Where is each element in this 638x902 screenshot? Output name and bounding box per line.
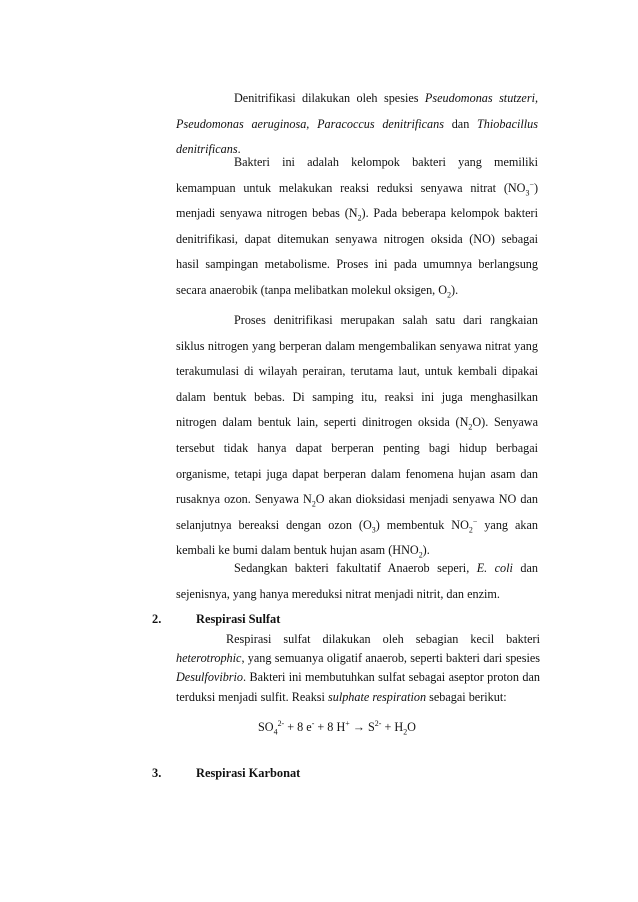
- paragraph-sedangkan: Sedangkan bakteri fakultatif Anaerob seperi, E. coli dan sejenisnya, yang hanya mereduksi nitrat menjadi nitrit, dan enzim.: [176, 561, 538, 601]
- section-number-2: 2.: [152, 612, 162, 626]
- paragraph-proses: Proses denitrifikasi merupakan salah satu dari rangkaian siklus nitrogen yang berperan dalam mengembalikan senyawa nitrat yang terakumulasi di wilayah perairan, terutama laut, untuk kembali dipakai dalam bentuk bebas. Di samping itu, reaksi ini juga menghasilkan nitrogen dalam bentuk lain, seperti dinitrogen oksida $(N_2O)$. Senyawa tersebut tidak hanya dapat berperan penting bagi hidup berbagai organisme, tetapi juga dapat berperan dalam fenomena hujan asam dan rusaknya ozon. Senyawa $N_2O$ akan dioksidasi menjadi senyawa NO dan selanjutnya bereaksi dengan ozon $(O_3)$ membentuk $NO_2^-$ yang akan kembali ke bumi dalam bentuk hujan asam $(HNO_2)$.: [176, 313, 539, 560]
- section-heading-respirasi-sulfat: Respirasi Sulfat: [196, 612, 281, 626]
- paragraph-respirasi-sulfat: Respirasi sulfat dilakukan oleh sebagian kecil bakteri heterotrophic, yang semuanya oligatif anaerob, seperti bakteri dari spesies Desulfovibrio. Bakteri ini membutuhkan sulfat sebagai aseptor proton dan terduksi menjadi sulfit. Reaksi sulphate respiration sebagai berikut:: [176, 632, 540, 704]
- paragraph-denitrifikasi: Denitrifikasi dilakukan oleh spesies Pseudomonas stutzeri, Pseudomonas aeruginosa, Paracoccus denitrificans dan Thiobacillus denitrificans.: [176, 91, 538, 157]
- reaction-equation: $SO_4^{2-} + 8$ e- + 8 $H^+ \to S^{2-} + H_2O$: [258, 718, 416, 737]
- paragraph-bakteri: Bakteri ini adalah kelompok bakteri yang memiliki kemampuan untuk melakukan reaksi reduksi senyawa nitrat $(NO_3^-)$ menjadi senyawa nitrogen bebas $(N_2)$. Pada beberapa kelompok bakteri denitrifikasi, dapat ditemukan senyawa nitrogen oksida (NO) sebagai hasil sampingan metabolisme. Proses ini pada umumnya berlangsung secara anaerobik (tanpa melibatkan molekul oksigen, $O_2$).: [176, 155, 538, 300]
- section-heading-respirasi-karbonat: Respirasi Karbonat: [196, 766, 301, 780]
- section-number-3: 3.: [152, 766, 162, 780]
